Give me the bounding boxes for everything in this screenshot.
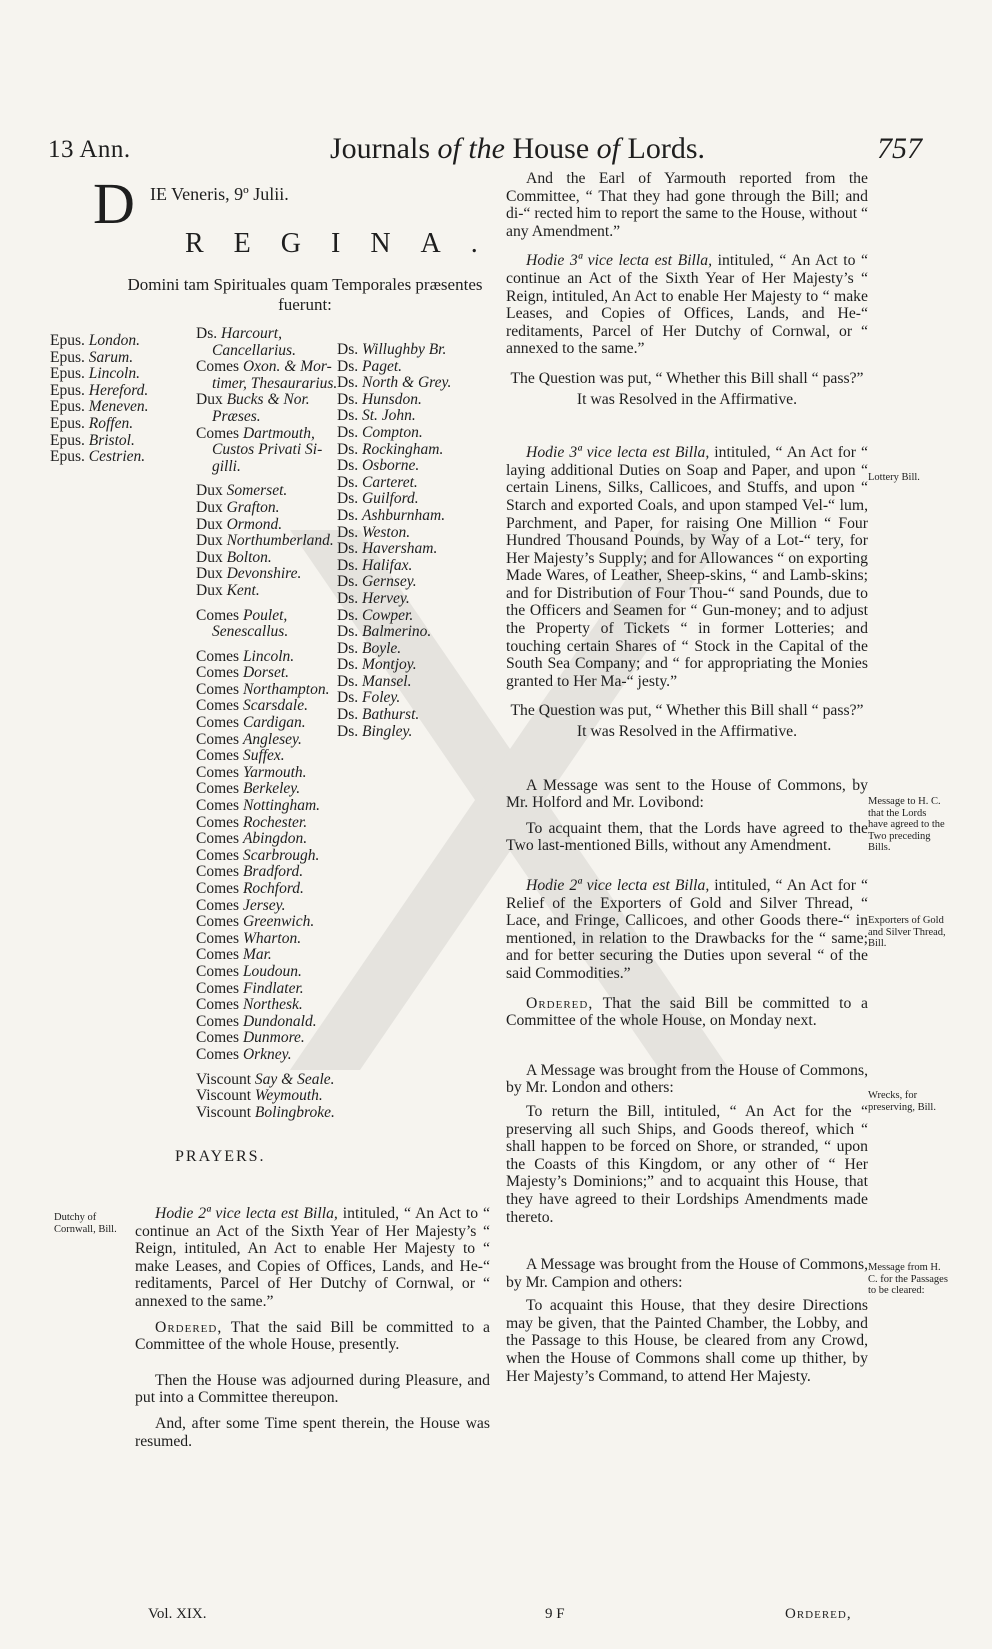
member-rank: Ds. [337,540,362,558]
sitting-date: IE Veneris, 9º Julii. [150,184,289,204]
paragraph: A Message was sent to the House of Commons, by Mr. Holford and Mr. Lovibond: [506,776,868,812]
member-rank: Dux [196,515,227,533]
paragraph: Hodie 3ª vice lecta est Billa, intituled, “ An Act for “ laying additional Duties on Soap and Paper, and upon “ certain Linens, Silks, Callicoes, and Stuffs, and upon “ Starch and exported Coals, and upon stamped Vel-“ lum, Parchment, and Paper, for raising One Million “ Four Hundred Thousand Pounds, by Way of a Lot-“ tery, for Her Majesty’s Supply; and for Allowances “ on exporting Made Wares, of Leather, Sheep-skins, “ and Lamb-skins; and for Distribution of Four Thou-“ sand Pounds, due to the Officers and Seamen for “ Gun-money; and to adjust the Property of Tickets “ in former Lotteries; and touching certain Shares of “ Stock in the Capital of the South Sea Company; and “ for appropriating the Monies granted to Her Ma-“ jesty.” [506,444,868,690]
member-title: Osborne. [361,457,420,475]
member-rank: Epus. [50,381,89,399]
member-rank: Epus. [50,348,89,366]
member-rank: Comes [196,996,243,1014]
margin-note-message: Message to H. C. that the Lords have agreed to the Two preceding Bills. [868,796,945,853]
member-rank: Ds. [337,606,362,624]
margin-note-exporters: Exporters of Gold and Silver Thread, Bill. [868,915,946,949]
member-rank: Epus. [50,431,89,449]
member-entry [50,350,149,367]
member-rank: Ds. [337,623,362,641]
paragraph: Ordered, That the said Bill be committed to a Committee of the whole House, on Monday next. [506,994,868,1030]
member-entry [337,541,451,558]
member-title: Weston. [361,523,411,541]
member-entry [196,500,337,517]
margin-note-dutchy: Dutchy of Cornwall, Bill. [54,1212,117,1235]
member-title: St. John. [361,407,416,425]
member-title: London. [88,332,140,349]
member-entry [337,475,451,492]
member-rank: Comes [196,606,243,624]
member-title: Kent. [226,581,260,599]
member-entry [337,375,451,392]
member-entry [196,533,337,550]
member-title: Halifax. [361,556,413,574]
bishops-list [50,333,149,466]
member-rank: Comes [196,946,243,964]
member-rank: Ds. [337,706,362,724]
paragraph: To acquaint this House, that they desire Directions may be given, that the Painted Chamber, the Lobby, and the Passage to this House, be cleared from any Crowd, when the House of Commons shall come up thither, by Her Majesty’s Command, to attend Her Majesty. [506,1297,868,1385]
paragraph: And the Earl of Yarmouth reported from the Committee, “ That they had gone through the Bill; and di-“ rected him to report the same to the House, without “ any Amendment.” [506,170,868,240]
regina-heading: REGINA. [185,228,508,259]
member-entry [196,898,337,915]
member-rank: Ds. [337,423,362,441]
member-rank: Ds. [337,639,362,657]
member-entry [196,550,337,567]
member-rank: Comes [196,846,243,864]
member-entry [196,931,337,948]
member-title: Dundonald. [242,1012,317,1030]
member-title: North & Grey. [361,374,452,392]
member-rank: Comes [196,797,243,815]
member-title: Præses. [212,407,261,425]
member-entry [196,947,337,964]
member-entry [337,641,451,658]
member-title: Oxon. & Mor- [242,358,332,376]
member-title: Cardigan. [242,714,306,732]
member-title: Bathurst. [361,706,420,724]
member-title: Wharton. [242,929,302,947]
member-rank: Dux [196,498,227,516]
member-title: Lincoln. [88,365,140,383]
member-rank: Comes [196,714,243,732]
member-entry [337,425,451,442]
member-title: Nottingham. [242,797,321,815]
catchword: Ordered, [785,1606,852,1622]
paragraph: Then the House was adjourned during Pleasure, and put into a Committee thereupon. [135,1371,490,1407]
member-entry [196,848,337,865]
member-rank: Dux [196,532,227,550]
member-title: Grafton. [226,498,280,516]
member-entry [337,342,451,359]
member-rank: Comes [196,1029,243,1047]
member-entry [196,765,337,782]
member-title: Cancellarius. [212,341,296,359]
member-title: Lincoln. [242,647,295,665]
paragraph: And, after some Time spent therein, the House was resumed. [135,1414,490,1450]
member-rank: Ds. [337,473,362,491]
paragraph: Ordered, That the said Bill be committed to a Committee of the whole House, presently. [135,1318,490,1354]
member-entry [337,674,451,691]
member-rank: Comes [196,763,243,781]
member-rank: Comes [196,424,243,442]
member-entry [196,483,337,500]
member-title: Sarum. [88,348,134,366]
member-title: Rochford. [242,880,304,897]
member-title: Northesk. [242,996,303,1014]
member-rank: Comes [196,647,243,665]
member-rank: Ds. [337,457,362,475]
signature-mark: 9 F [545,1606,565,1622]
member-title: Haversham. [361,540,438,558]
member-rank: Ds. [337,506,362,524]
member-title: Findlater. [242,979,304,997]
member-title: Rockingham. [361,440,444,458]
page-number: 757 [877,132,922,165]
member-rank: Ds. [337,407,362,425]
member-title: Loudoun. [242,962,302,980]
member-rank: Ds. [337,722,362,740]
member-title: Montjoy. [361,656,417,674]
member-entry [196,1047,337,1064]
member-entry [337,458,451,475]
member-entry [337,442,451,459]
paragraph: To return the Bill, intituled, “ An Act for the “ preserving all such Ships, and Goods thereof, which “ shall happen to be forced on Shore, or stranded, “ upon the Coasts of this Kingdom, or any other of “ Her Majesty’s Dominions;” and to acquaint this House, that they have agreed to their Lordships Amendments made thereto. [506,1102,868,1226]
question: The Question was put, “ Whether this Bill shall “ pass?” [510,702,864,720]
member-entry [337,624,451,641]
member-entry [50,433,149,450]
member-entry [196,566,337,583]
member-entry [196,831,337,848]
member-title: Ashburnham. [361,506,446,524]
member-title: Berkeley. [242,780,301,798]
member-title: Hervey. [361,589,410,607]
paragraph: Hodie 3ª vice lecta est Billa, intituled, “ An Act to “ continue an Act of the Sixth Year of Her Majesty’s “ Reign, intituled, An Act to enable Her Majesty to “ make Leases, and Copies of Offices, Lands, and He-“ reditaments, Parcel of Her Dutchy of Cornwal, or “ annexed to the same.” [506,252,869,358]
left-body [135,1205,490,1450]
member-rank: Comes [196,730,243,748]
member-entry [196,748,337,765]
member-rank: Comes [196,1045,243,1063]
member-title: Harcourt, [220,325,282,342]
member-entry [50,399,149,416]
member-rank: Comes [196,813,243,831]
member-entry [196,682,337,699]
member-entry [196,426,337,443]
member-entry [337,657,451,674]
prayers-heading: PRAYERS. [175,1148,266,1165]
member-rank: Dux [196,548,227,566]
member-entry [337,707,451,724]
member-rank: Comes [196,896,243,914]
member-title: Somerset. [226,482,288,500]
margin-note-lottery: Lottery Bill. [868,472,920,483]
member-entry [196,409,337,426]
resolution: It was Resolved in the Affirmative. [576,723,798,741]
member-title: Boyle. [361,639,402,657]
member-rank: Comes [196,962,243,980]
member-title: Dunmore. [242,1029,305,1047]
member-title: Foley. [361,689,401,707]
member-title: Orkney. [242,1045,292,1063]
member-entry [337,558,451,575]
member-title: Bristol. [88,431,135,449]
member-entry [196,1030,337,1047]
margin-note-passages: Message from H. C. for the Passages to be cleared: [868,1262,948,1296]
member-title: Yarmouth. [242,763,307,781]
member-entry [196,392,337,409]
member-title: Carteret. [361,473,418,491]
member-rank: Ds. [337,689,362,707]
member-rank: Ds. [337,656,362,674]
header-regnal-year: 13 Ann. [48,136,131,163]
member-rank: Ds. [337,390,362,408]
member-title: Willughby Br. [361,341,447,358]
member-entry [196,649,337,666]
member-entry [196,459,337,476]
member-rank: Ds. [337,440,362,458]
member-rank: Ds. [337,556,362,574]
member-title: Hereford. [88,381,149,399]
member-entry [196,1105,337,1122]
member-title: Cestrien. [88,448,146,466]
member-rank: Comes [196,929,243,947]
member-entry [196,583,337,600]
member-entry [337,491,451,508]
member-title: Northampton. [242,680,330,698]
member-rank: Ds. [337,573,362,591]
member-entry [50,449,149,466]
member-entry [196,881,337,898]
member-title: Jersey. [242,896,286,914]
member-rank: Epus. [50,448,89,466]
member-title: Poulet, [242,606,288,624]
member-entry [196,798,337,815]
member-rank: Comes [196,830,243,848]
member-rank: Dux [196,391,227,409]
member-rank: Viscount [196,1087,255,1105]
member-rank: Viscount [196,1103,255,1121]
member-title: Senescallus. [212,623,289,641]
member-rank: Comes [196,880,243,897]
member-rank: Ds. [337,341,362,358]
member-title: Bolingbroke. [254,1103,335,1121]
right-body [506,170,868,1385]
member-rank: Ds. [196,325,221,342]
member-entry [337,591,451,608]
member-rank: Ds. [337,374,362,392]
barons-list [337,342,451,740]
member-title: Anglesey. [242,730,302,748]
member-title: Abingdon. [242,830,308,848]
member-title: Scarsdale. [242,697,308,715]
member-entry [196,376,337,393]
member-title: Custos Privati Si- [212,441,323,459]
member-rank: Comes [196,358,243,376]
member-entry [337,408,451,425]
member-title: Bingley. [361,722,413,740]
member-rank: Comes [196,697,243,715]
member-rank: Epus. [50,365,89,383]
member-title: Mansel. [361,672,412,690]
member-entry [196,665,337,682]
member-title: Weymouth. [254,1087,323,1105]
member-entry [337,508,451,525]
question: The Question was put, “ Whether this Bill shall “ pass?” [510,369,864,387]
member-entry [196,1072,337,1089]
member-entry [50,383,149,400]
member-title: Bradford. [242,863,304,881]
attendance-heading: Domini tam Spirituales quam Temporales præsentes fuerunt: [127,275,483,314]
paragraph: A Message was brought from the House of Commons, by Mr. Campion and others: [506,1256,868,1291]
member-rank: Dux [196,565,227,583]
member-entry [337,690,451,707]
paragraph: To acquaint them, that the Lords have agreed to the Two last-mentioned Bills, without any Amendment. [506,819,868,855]
member-entry [337,392,451,409]
member-entry [196,517,337,534]
member-entry [50,366,149,383]
member-entry [337,574,451,591]
member-entry [337,525,451,542]
member-title: Greenwich. [242,913,315,931]
member-entry [196,914,337,931]
paragraph: Hodie 2ª vice lecta est Billa, intituled, “ An Act to “ continue an Act of the Sixth Year of Her Majesty’s “ Reign, intituled, An Act to enable Her Majesty to “ make Leases, and Copies of Offices, Lands, and He-“ reditaments, Parcel of Her Dutchy of Cornwal, or “ annexed to the same.” [135,1205,490,1310]
member-entry [196,964,337,981]
paragraph: Hodie 2ª vice lecta est Billa, intituled, “ An Act for “ Relief of the Exporters of Gold and Silver Thread, “ Lace, and Fringe, Callicoes, and other Goods there-“ in mentioned, in relation to the Drawbacks for the “ same; and for better securing the Duties upon several “ of the said Commodities.” [506,877,868,982]
member-entry [196,343,337,360]
member-rank: Comes [196,979,243,997]
member-entry [196,608,337,625]
member-rank: Ds. [337,490,362,508]
member-rank: Comes [196,780,243,798]
member-title: Paget. [361,357,403,375]
member-title: Dartmouth, [242,424,315,442]
member-title: Rochester. [242,813,308,831]
lords-list-middle [196,326,337,1121]
member-title: Cowper. [361,606,414,624]
member-title: Balmerino. [361,623,432,641]
member-entry [196,442,337,459]
member-rank: Epus. [50,332,89,349]
member-title: Guilford. [361,490,419,508]
member-rank: Comes [196,913,243,931]
member-entry [196,732,337,749]
member-title: Hunsdon. [361,390,422,408]
member-rank: Ds. [337,357,362,375]
member-entry [196,1088,337,1105]
resolution: It was Resolved in the Affirmative. [576,390,798,408]
member-rank: Dux [196,482,227,500]
member-entry [196,715,337,732]
member-rank: Comes [196,664,243,682]
drop-cap: D [93,171,135,236]
member-rank: Ds. [337,523,362,541]
member-rank: Ds. [337,589,362,607]
member-title: timer, Thesaurarius. [212,374,338,392]
member-entry [196,997,337,1014]
member-title: Roffen. [88,414,134,432]
volume-number: Vol. XIX. [148,1606,207,1622]
header-title: Journals of the House of Lords. [330,132,705,165]
member-title: Scarbrough. [242,846,320,864]
member-entry [196,326,337,343]
member-rank: Comes [196,747,243,765]
member-rank: Ds. [337,672,362,690]
member-title: Mar. [242,946,272,964]
member-entry [337,359,451,376]
member-title: Devonshire. [226,565,302,583]
member-rank: Epus. [50,398,89,416]
member-title: Northumberland. [226,532,334,550]
member-entry [196,781,337,798]
member-rank: Comes [196,680,243,698]
member-entry [50,416,149,433]
member-title: Bucks & Nor. [226,391,310,409]
member-rank: Comes [196,863,243,881]
member-title: Dorset. [242,664,290,682]
member-title: Ormond. [226,515,283,533]
margin-note-wrecks: Wrecks, for preserving, Bill. [868,1090,936,1113]
member-rank: Epus. [50,414,89,432]
member-title: Say & Seale. [254,1070,335,1088]
member-entry [196,864,337,881]
member-entry [337,608,451,625]
member-title: Compton. [361,423,423,441]
member-entry [196,359,337,376]
member-title: Gernsey. [361,573,417,591]
member-entry [50,333,149,350]
member-title: Bolton. [226,548,272,566]
member-rank: Viscount [196,1070,255,1088]
member-entry [337,724,451,741]
member-rank: Dux [196,581,227,599]
member-entry [196,624,337,641]
member-title: Suffex. [242,747,285,765]
member-entry [196,981,337,998]
member-title: gilli. [212,457,241,475]
member-entry [196,1014,337,1031]
paragraph: A Message was brought from the House of Commons, by Mr. London and others: [506,1061,868,1097]
member-entry [196,815,337,832]
member-title: Meneven. [88,398,149,416]
member-rank: Comes [196,1012,243,1030]
member-entry [196,698,337,715]
